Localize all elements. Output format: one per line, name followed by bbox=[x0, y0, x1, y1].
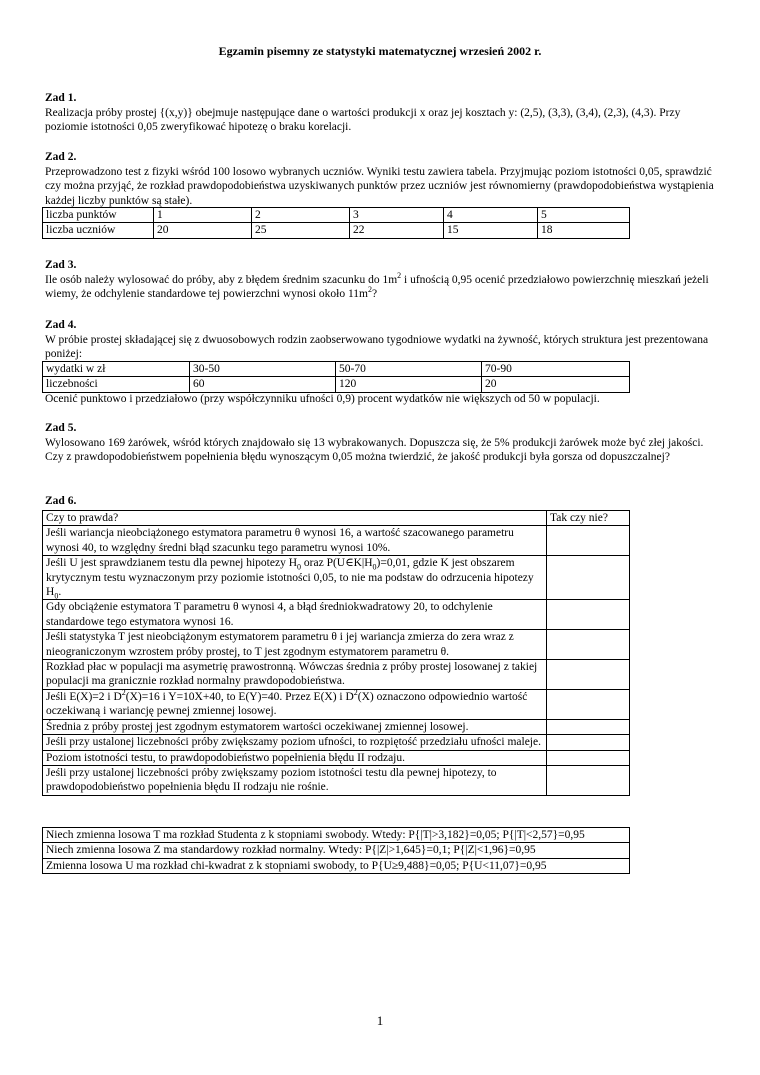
table-cell: 5 bbox=[538, 208, 630, 223]
task-4-after: Ocenić punktowo i przedziałowo (przy współczynniku ufności 0,9) procent wydatków nie większych od 50 w populacji. bbox=[45, 393, 600, 405]
table-cell: liczba uczniów bbox=[43, 223, 154, 238]
table-cell: 15 bbox=[444, 223, 538, 238]
task-1 bbox=[45, 91, 715, 135]
task-4-table bbox=[42, 361, 630, 393]
table-cell: 60 bbox=[190, 377, 336, 392]
page-number: 1 bbox=[376, 1013, 384, 1028]
table-cell: 20 bbox=[154, 223, 252, 238]
task-6-table bbox=[42, 510, 630, 796]
task-4-text: W próbie prostej składającej się z dwuosobowych rodzin zaobserwowano tygodniowe wydatki na żywność, których struktura jest prezentowana poniżej: bbox=[45, 333, 709, 361]
answer-cell[interactable] bbox=[547, 600, 630, 630]
task-6-heading: Zad 6. bbox=[45, 495, 77, 507]
table-cell: wydatki w zł bbox=[43, 362, 190, 377]
task-2-text: Przeprowadzono test z fizyki wśród 100 losowo wybranych uczniów. Wyniki testu zawiera tabela. Przyjmując poziom istotności 0,05, sprawdzić czy można przyjąć, że rozkład prawdopodobieństwa uzyskiwanych punktów przez uczniów jest równomierny (prawdopodobieństwa wystąpienia każdej liczby punktów są stałe). bbox=[45, 165, 714, 207]
table-row bbox=[43, 223, 630, 238]
task-4-heading: Zad 4. bbox=[45, 319, 77, 331]
task-5-text: Wylosowano 169 żarówek, wśród których znajdowało się 13 wybrakowanych. Dopuszcza się, że 5% produkcji żarówek może być złej jakości. Czy z prawdopodobieństwem popełnienia błędu wynoszącym 0,05 można twierdzić, że jakość produkcji była gorsza od dopuszczalnej? bbox=[45, 436, 704, 464]
statement-cell: Poziom istotności testu, to prawdopodobieństwo popełnienia błędu II rodzaju. bbox=[43, 750, 547, 765]
task-5-heading: Zad 5. bbox=[45, 422, 77, 434]
task-4 bbox=[45, 318, 715, 362]
table-header-row bbox=[43, 511, 630, 526]
statement-cell: Gdy obciążenie estymatora T parametru θ wynosi 4, a błąd średniokwadratowy 20, to odchylenie standardowe tego estymatora wynosi 16. bbox=[43, 600, 547, 630]
answer-cell[interactable] bbox=[547, 719, 630, 734]
task-2-heading: Zad 2. bbox=[45, 151, 77, 163]
table-cell: liczebności bbox=[43, 377, 190, 392]
table-row bbox=[43, 858, 630, 873]
table-row bbox=[43, 765, 630, 795]
statement-cell: Jeśli E(X)=2 i $D^2(X)=16$ i Y=10X+40, to E(Y)=40. Przez E(X) i $D^2(X)$ oznaczono odpowiednio wartość oczekiwaną i wariancję pewnej zmiennej losowej. bbox=[43, 689, 547, 719]
table-row bbox=[43, 362, 630, 377]
table-row bbox=[43, 719, 630, 734]
task-6 bbox=[45, 494, 715, 509]
task-3-heading: Zad 3. bbox=[45, 259, 77, 271]
table-row bbox=[43, 630, 630, 660]
table-cell: 4 bbox=[444, 208, 538, 223]
answer-cell[interactable] bbox=[547, 735, 630, 750]
answer-cell[interactable] bbox=[547, 750, 630, 765]
statement-cell: Rozkład płac w populacji ma asymetrię prawostronną. Wówczas średnia z próby prostej losowanej z takiej populacji ma granicznie rozkład normalny prawdopodobieństwa. bbox=[43, 660, 547, 690]
page-title: Egzamin pisemny ze statystyki matematycznej wrzesień 2002 r. bbox=[218, 44, 542, 58]
table-cell: 70-90 bbox=[482, 362, 630, 377]
table-cell: 2 bbox=[252, 208, 350, 223]
table-row bbox=[43, 377, 630, 392]
task-2 bbox=[45, 150, 715, 208]
table-cell: 20 bbox=[482, 377, 630, 392]
table-cell: 22 bbox=[350, 223, 444, 238]
table-row bbox=[43, 689, 630, 719]
fact-cell: Zmienna losowa U ma rozkład chi-kwadrat z k stopniami swobody, to P{U≥9,488}=0,05; P{U<11,07}=0,95 bbox=[43, 858, 630, 873]
task-5 bbox=[45, 421, 715, 465]
fact-cell: Niech zmienna losowa T ma rozkład Studenta z k stopniami swobody. Wtedy: P{|T|>3,182}=0,05; P{|T|<2,57}=0,95 bbox=[43, 828, 630, 843]
answer-cell[interactable] bbox=[547, 556, 630, 600]
table-cell: 120 bbox=[336, 377, 482, 392]
table-row bbox=[43, 556, 630, 600]
table-cell: 25 bbox=[252, 223, 350, 238]
table-row bbox=[43, 843, 630, 858]
answer-cell[interactable] bbox=[547, 765, 630, 795]
statement-cell: Jeśli wariancja nieobciążonego estymatora parametru θ wynosi 16, a wartość szacowanego parametru wynosi 40, to względny średni błąd szacunku tego parametru wynosi 10%. bbox=[43, 526, 547, 556]
answer-cell[interactable] bbox=[547, 526, 630, 556]
answer-cell[interactable] bbox=[547, 630, 630, 660]
column-header: Czy to prawda? bbox=[43, 511, 547, 526]
table-row bbox=[43, 660, 630, 690]
statement-cell: Jeśli statystyka T jest nieobciążonym estymatorem parametru θ i jej wariancja zmierza do zera wraz z nieograniczonym wzrostem próby prostej, to T jest zgodnym estymatorem parametru θ. bbox=[43, 630, 547, 660]
table-row bbox=[43, 526, 630, 556]
task-1-heading: Zad 1. bbox=[45, 92, 77, 104]
table-cell: 50-70 bbox=[336, 362, 482, 377]
table-row bbox=[43, 750, 630, 765]
fact-cell: Niech zmienna losowa Z ma standardowy rozkład normalny. Wtedy: P{|Z|>1,645}=0,1; P{|Z|<1,96}=0,95 bbox=[43, 843, 630, 858]
task-1-text: Realizacja próby prostej {(x,y)} obejmuje następujące dane o wartości produkcji x oraz jej kosztach y: (2,5), (3,3), (3,4), (2,3), (4,3). Przy poziomie istotności 0,05 zweryfikować hipotezę o braku korelacji. bbox=[45, 106, 681, 134]
statement-cell: Jeśli U jest sprawdzianem testu dla pewnej hipotezy $H_0$ oraz $P(U\in K|H_0)=0,01$, gdzie K jest obszarem krytycznym testu wyznaczonym przy poziomie istotności 0,05, to nie ma podstaw do odrzucenia hipotezy $H_0$. bbox=[43, 556, 547, 600]
answer-cell[interactable] bbox=[547, 689, 630, 719]
table-row bbox=[43, 208, 630, 223]
statement-cell: Jeśli przy ustalonej liczebności próby zwiększamy poziom ufności, to rozpiętość przedziału ufności maleje. bbox=[43, 735, 547, 750]
answer-cell[interactable] bbox=[547, 660, 630, 690]
statement-cell: Jeśli przy ustalonej liczebności próby zwiększamy poziom istotności testu dla pewnej hipotezy, to prawdopodobieństwo popełnienia błędu II rodzaju nie rośnie. bbox=[43, 765, 547, 795]
column-header: Tak czy nie? bbox=[547, 511, 630, 526]
table-cell: liczba punktów bbox=[43, 208, 154, 223]
task-3-text: Ile osób należy wylosować do próby, aby z błędem średnim szacunku do $1m^2$ i ufnością 0,95 ocenić przedziałowo powierzchnię mieszkań jeżeli wiemy, że odchylenie standardowe tej powierzchni wynosi około $11m^2$? bbox=[45, 270, 709, 301]
table-cell: 1 bbox=[154, 208, 252, 223]
table-cell: 30-50 bbox=[190, 362, 336, 377]
table-cell: 18 bbox=[538, 223, 630, 238]
facts-table bbox=[42, 827, 630, 874]
task-2-table bbox=[42, 207, 630, 239]
table-row bbox=[43, 735, 630, 750]
task-3 bbox=[45, 258, 715, 302]
table-cell: 3 bbox=[350, 208, 444, 223]
table-row bbox=[43, 600, 630, 630]
statement-cell: Średnia z próby prostej jest zgodnym estymatorem wartości oczekiwanej zmiennej losowej. bbox=[43, 719, 547, 734]
table-row bbox=[43, 828, 630, 843]
